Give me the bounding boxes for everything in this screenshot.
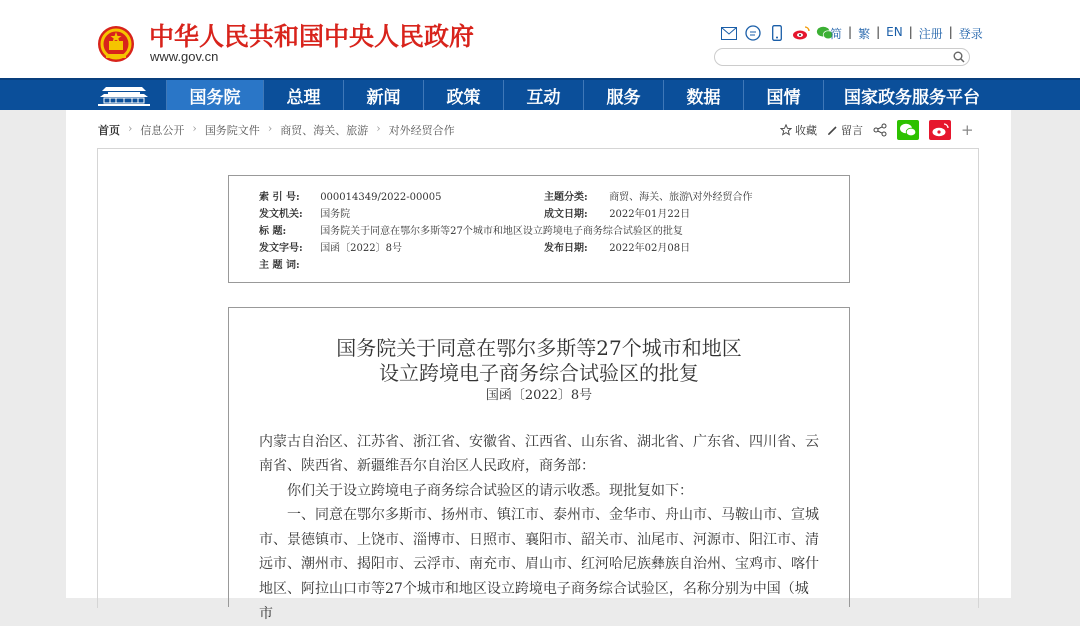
weibo-icon[interactable]: [792, 24, 810, 42]
message-icon[interactable]: [744, 24, 762, 42]
info-index-row: [259, 188, 441, 203]
share-bar: [780, 120, 974, 140]
lang-english-link[interactable]: EN: [886, 25, 903, 39]
paragraph-line: 一、同意在鄂尔多斯市、扬州市、镇江市、泰州市、金华市、舟山市、马鞍山市、宣城: [287, 507, 819, 523]
comment-label: 留言: [841, 124, 863, 137]
breadcrumb-arrow-icon: ›: [128, 122, 133, 135]
document-title-line1: 国务院关于同意在鄂尔多斯等27个城市和地区: [336, 336, 742, 360]
separator: |: [908, 25, 913, 39]
login-link[interactable]: 登录: [958, 27, 983, 41]
breadcrumb: [98, 122, 455, 138]
breadcrumb-trade-customs[interactable]: 商贸、海关、旅游: [280, 124, 369, 137]
info-label: 标 题:: [259, 226, 287, 237]
mobile-icon[interactable]: [768, 24, 786, 42]
info-label: 发布日期:: [544, 243, 588, 254]
info-issuer-row: [259, 205, 350, 220]
favorite-button[interactable]: [780, 122, 817, 138]
info-value: 国函〔2022〕8号: [320, 243, 402, 254]
info-value: 国务院关于同意在鄂尔多斯等27个城市和地区设立跨境电子商务综合试验区的批复: [320, 226, 683, 237]
favorite-label: 收藏: [795, 124, 817, 137]
paragraph-line: 市、景德镇市、上饶市、淄博市、日照市、襄阳市、韶关市、汕尾市、河源市、阳江市、清: [259, 532, 819, 548]
info-value: 2022年01月22日: [609, 209, 691, 220]
lang-traditional-link[interactable]: 繁: [858, 27, 871, 41]
paragraph-line: 你们关于设立跨境电子商务综合试验区的请示收悉。现批复如下：: [287, 483, 693, 499]
document-title-line2: 设立跨境电子商务综合试验区的批复: [379, 361, 699, 385]
info-keywords-row: [259, 256, 317, 271]
nav-item-services[interactable]: 服务: [583, 80, 663, 110]
document-body: [228, 307, 850, 622]
paragraph-line: 南省、陕西省、新疆维吾尔自治区人民政府，商务部：: [259, 458, 595, 474]
lang-simplified-link[interactable]: 简: [830, 27, 843, 41]
nav-item-news[interactable]: 新闻: [343, 80, 423, 110]
info-label: 索 引 号:: [259, 192, 300, 203]
nav-item-gov-service-platform[interactable]: 国家政务服务平台: [823, 80, 1000, 110]
breadcrumb-foreign-trade[interactable]: 对外经贸合作: [388, 124, 455, 137]
wechat-share-icon[interactable]: [897, 120, 919, 140]
register-link[interactable]: 注册: [918, 27, 943, 41]
info-written-row: [544, 205, 690, 220]
info-label: 主题分类:: [544, 192, 588, 203]
more-share-icon[interactable]: +: [961, 121, 974, 139]
breadcrumb-arrow-icon: ›: [267, 122, 273, 135]
star-icon: [780, 124, 792, 136]
info-label: 成文日期:: [544, 209, 588, 220]
info-value: 国务院: [320, 209, 351, 220]
nav-item-data[interactable]: 数据: [663, 80, 743, 110]
national-emblem-icon[interactable]: [97, 24, 135, 64]
breadcrumb-arrow-icon: ›: [376, 122, 381, 135]
nav-items: [166, 80, 1000, 110]
breadcrumb-home[interactable]: 首页: [98, 124, 120, 137]
separator: |: [848, 25, 853, 39]
info-category-row: [544, 188, 753, 203]
info-title-row: [259, 222, 683, 237]
info-value: 2022年02月08日: [609, 243, 691, 254]
language-links: [830, 25, 983, 42]
info-value: 商贸、海关、旅游\对外经贸合作: [609, 192, 753, 203]
pencil-icon: [827, 125, 838, 136]
search-icon[interactable]: [953, 51, 965, 63]
breadcrumb-info-public[interactable]: 信息公开: [140, 124, 185, 137]
nav-item-national-info[interactable]: 国情: [743, 80, 823, 110]
info-publish-row: [544, 239, 690, 254]
share-icon[interactable]: [873, 123, 887, 137]
document-info-table: [228, 175, 850, 283]
home-building-icon[interactable]: [96, 82, 152, 110]
search-input[interactable]: [723, 53, 953, 69]
info-value: 000014349/2022-00005: [320, 192, 442, 203]
separator: |: [876, 25, 881, 39]
weibo-share-icon[interactable]: [929, 120, 951, 140]
nav-item-interaction[interactable]: 互动: [503, 80, 583, 110]
nav-item-policy[interactable]: 政策: [423, 80, 503, 110]
nav-item-premier[interactable]: 总理: [263, 80, 343, 110]
comment-button[interactable]: [827, 122, 863, 138]
top-icon-bar: [720, 23, 834, 43]
content-panel: [66, 110, 1011, 622]
breadcrumb-council-docs[interactable]: 国务院文件: [204, 124, 260, 137]
info-label: 发文字号:: [259, 243, 303, 254]
info-docno-row: [259, 239, 402, 254]
site-header: [0, 0, 1080, 78]
info-label: 发文机关:: [259, 209, 303, 220]
main-nav: [0, 78, 1080, 110]
document-number: 国函〔2022〕8号: [485, 388, 593, 403]
site-url: www.gov.cn: [150, 49, 219, 64]
mail-icon[interactable]: [720, 24, 738, 42]
site-name[interactable]: 中华人民共和国中央人民政府: [149, 22, 475, 51]
info-label: 主 题 词:: [259, 260, 300, 271]
search-box: [714, 48, 970, 66]
separator: |: [948, 25, 953, 39]
paragraph-line: 内蒙古自治区、江苏省、浙江省、安徽省、江西省、山东省、湖北省、广东省、四川省、云: [259, 434, 819, 450]
paragraph-line: 远市、潮州市、揭阳市、云浮市、南充市、眉山市、红河哈尼族彝族自治州、宝鸡市、喀什: [259, 556, 819, 572]
nav-item-state-council[interactable]: 国务院: [166, 80, 263, 110]
breadcrumb-arrow-icon: ›: [192, 122, 197, 135]
paragraph-line: 地区、阿拉山口市等27个城市和地区设立跨境电子商务综合试验区，名称分别为中国（城市: [259, 581, 809, 622]
